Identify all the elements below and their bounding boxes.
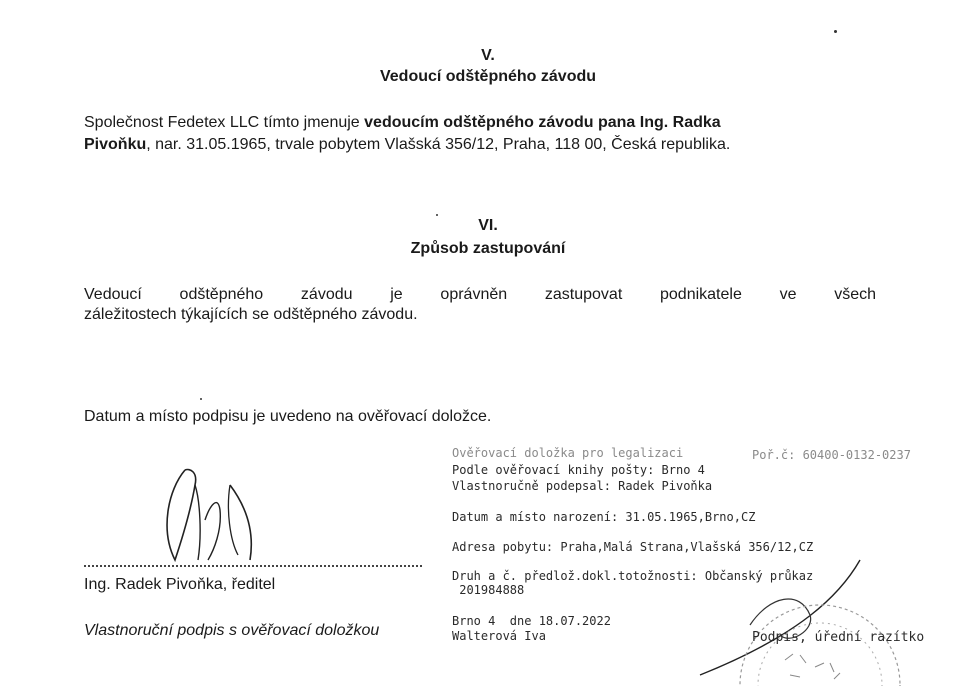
section-6-line2: záležitostech týkajících se odštěpného závodu. xyxy=(84,306,418,323)
verification-header: Ověřovací doložka pro legalizaci xyxy=(452,446,684,460)
section-5-text-bold-b: Pivoňku xyxy=(84,136,147,153)
stamp-label: Podpis, úřední razítko xyxy=(752,630,925,645)
verification-address: Adresa pobytu: Praha,Malá Strana,Vlašská 356/12,CZ xyxy=(452,540,814,554)
verification-signed: Vlastnoručně podepsal: Radek Pivoňka xyxy=(452,479,713,493)
date-place-note: Datum a místo podpisu je uvedeno na ověřovací doložce. xyxy=(84,408,492,425)
section-6-line1: Vedoucí odštěpného závodu je oprávněn zastupovat podnikatele ve všech xyxy=(84,286,876,303)
scan-speck xyxy=(200,398,202,400)
verification-book: Podle ověřovací knihy pošty: Brno 4 xyxy=(452,463,705,477)
verification-place-date: Brno 4 dne 18.07.2022 xyxy=(452,614,611,628)
verification-birth: Datum a místo narození: 31.05.1965,Brno,CZ xyxy=(452,510,756,524)
section-5-text-b: , nar. 31.05.1965, trvale pobytem Vlašská 356/12, Praha, 118 00, Česká republika. xyxy=(146,136,731,153)
verification-officer: Walterová Iva xyxy=(452,629,546,643)
section-5-paragraph xyxy=(84,112,876,134)
section-5-text-bold-a: vedoucím odštěpného závodu pana Ing. Radka xyxy=(364,114,721,131)
signature-line xyxy=(84,565,422,567)
section-6-number: VI. xyxy=(478,217,498,234)
section-5-paragraph-line2 xyxy=(84,134,876,156)
verification-ref: Poř.č: 60400-0132-0237 xyxy=(752,448,911,462)
verification-id-doc: Druh a č. předlož.dokl.totožnosti: Občanský průkaz xyxy=(452,569,814,583)
handwritten-signature xyxy=(150,460,270,570)
section-5-number: V. xyxy=(481,47,495,64)
signature-caption: Vlastnoruční podpis s ověřovací doložkou xyxy=(84,622,380,639)
scan-speck xyxy=(834,30,837,33)
signatory-name: Ing. Radek Pivoňka, ředitel xyxy=(84,576,276,593)
section-6-title: Způsob zastupování xyxy=(410,240,566,257)
scan-speck xyxy=(436,214,438,216)
section-5-title: Vedoucí odštěpného závodu xyxy=(379,68,597,85)
section-5-text-a: Společnost Fedetex LLC tímto jmenuje xyxy=(84,114,365,131)
official-stamp xyxy=(690,555,970,686)
verification-id-number: 201984888 xyxy=(452,583,525,597)
